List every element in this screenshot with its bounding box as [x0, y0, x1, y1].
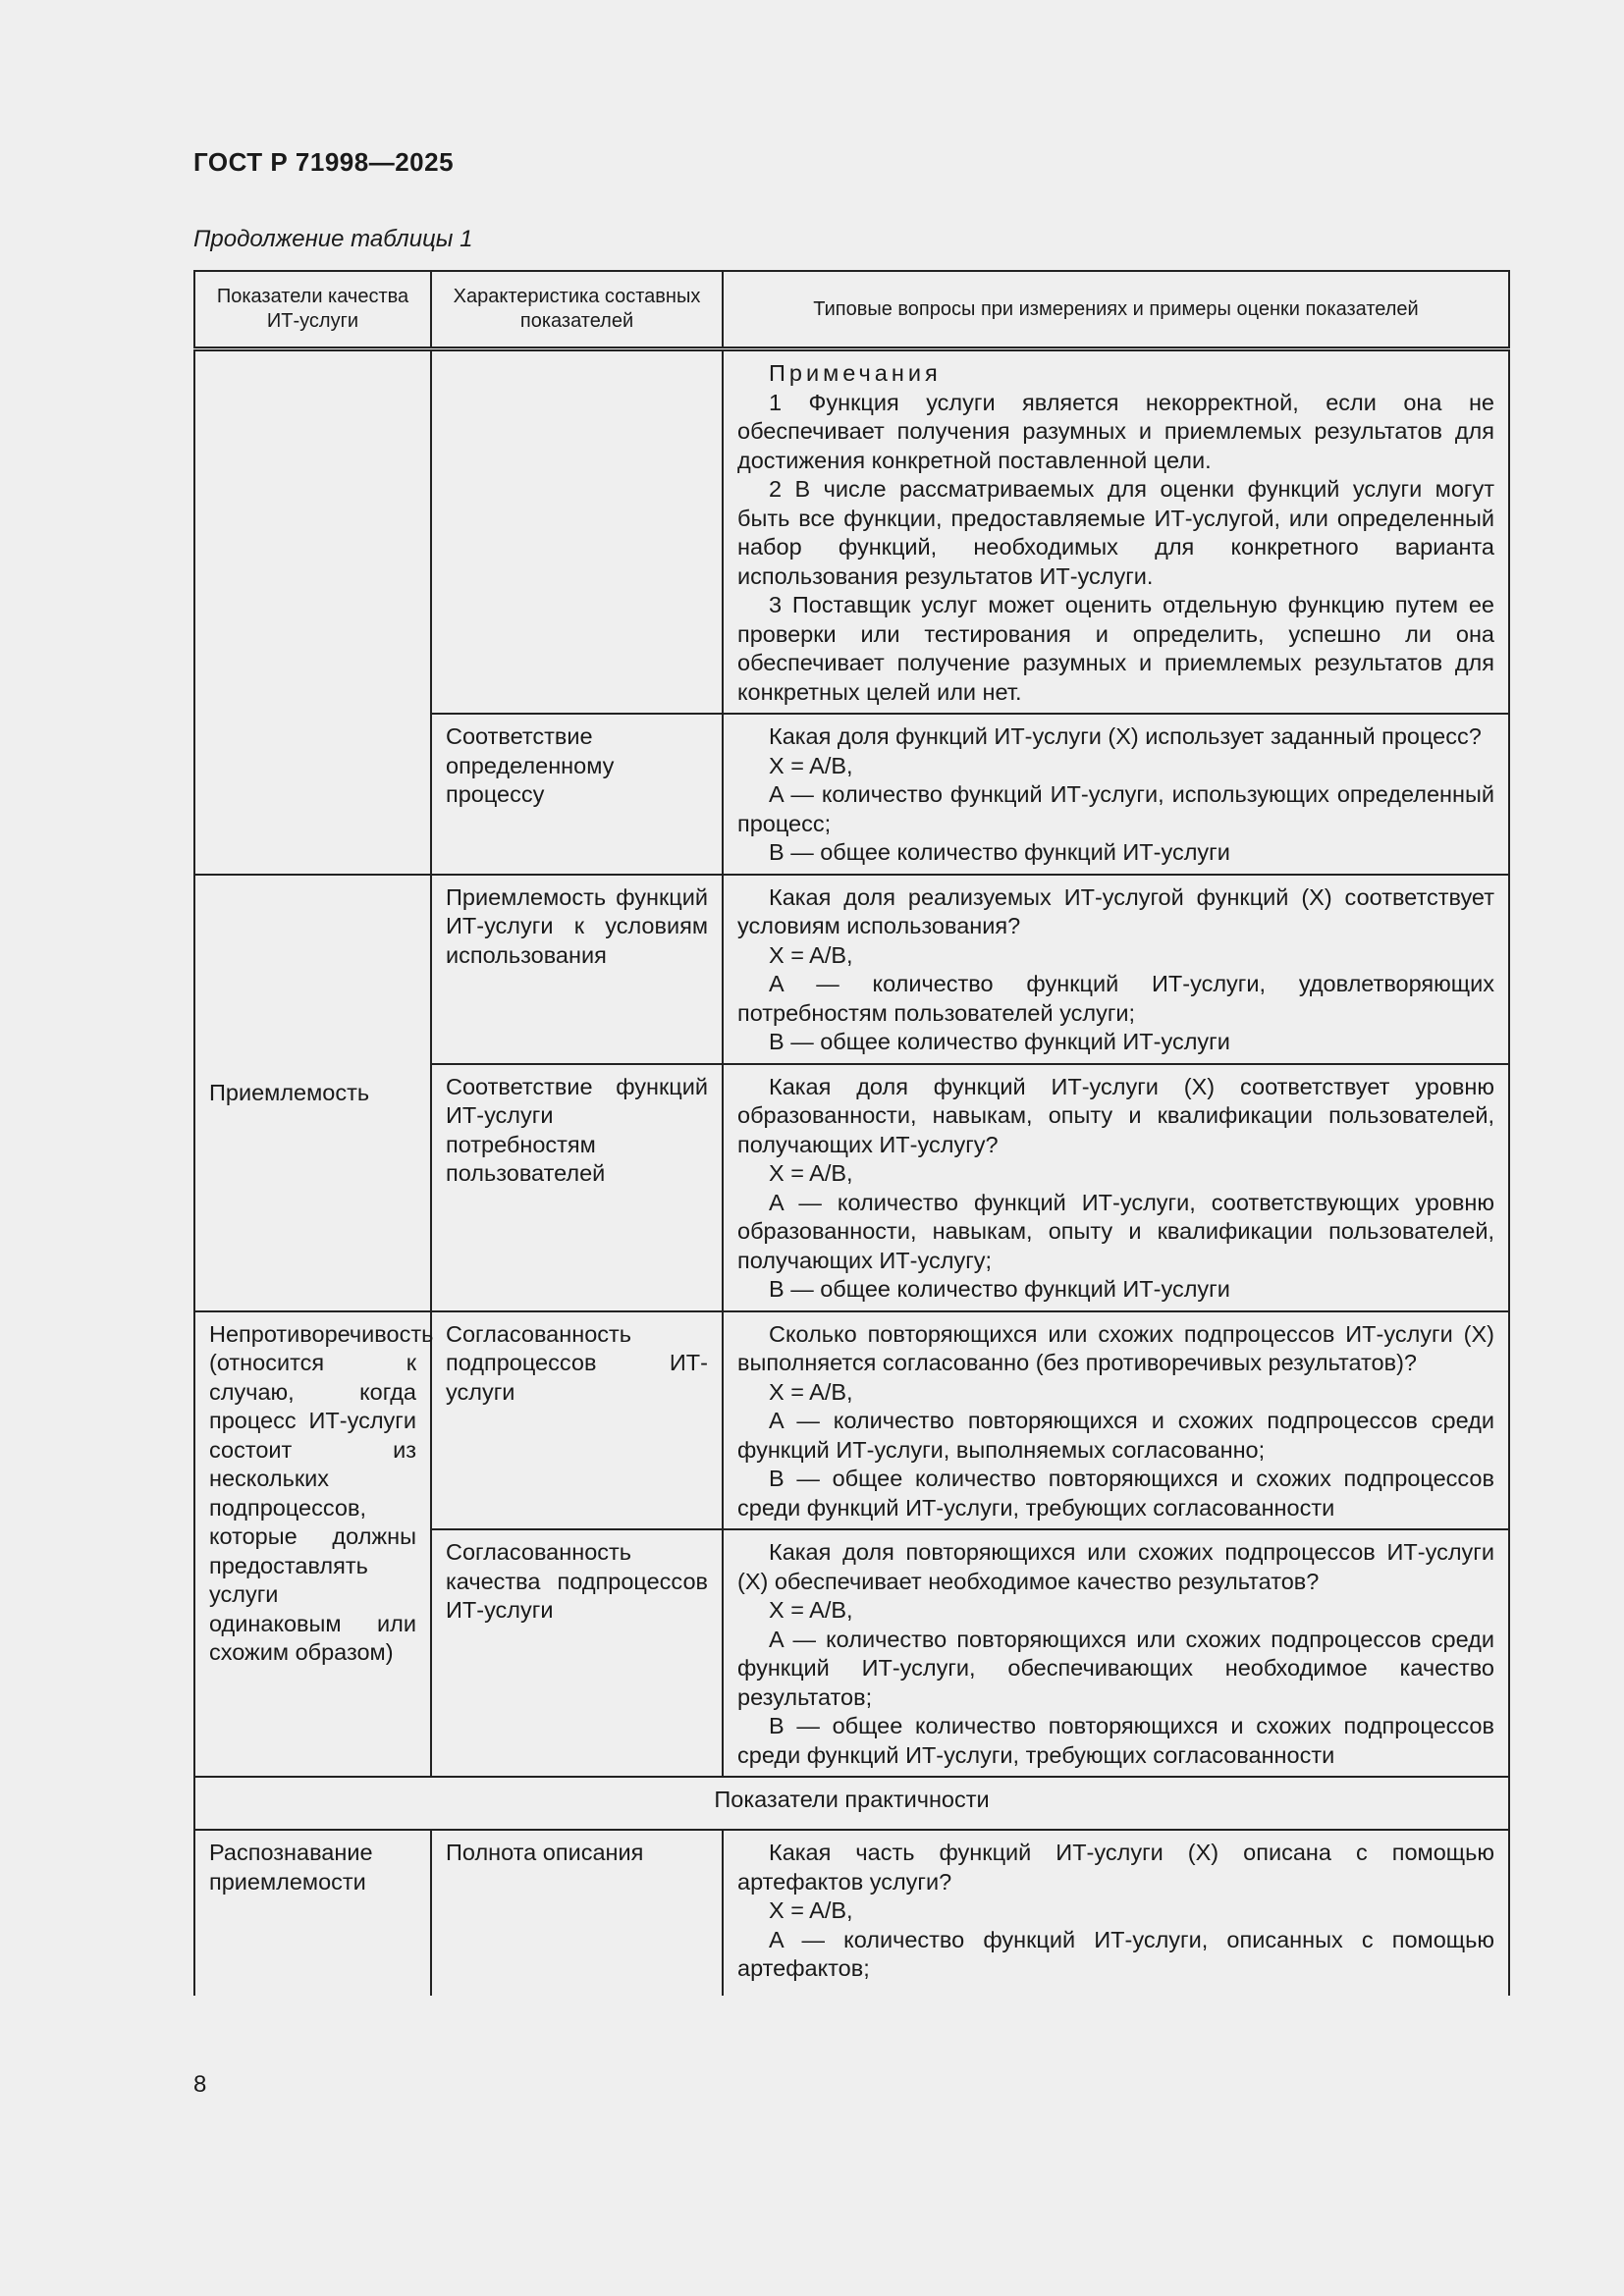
indicator-cell: Распознавание приемлемости [194, 1830, 431, 1996]
question-text: Какая доля функций ИТ-услуги (X) соответствует уровню образованности, навыкам, опыту и квалификации пользователей, получающих ИТ-услугу? [737, 1073, 1494, 1157]
table-row [194, 875, 1509, 1064]
column-header-characteristics: Характеристика составных показателей [431, 271, 723, 349]
question-cell [723, 1830, 1509, 1996]
section-heading: Показатели практичности [194, 1777, 1509, 1830]
definition-a: A — количество функций ИТ-услуги, соответствующих уровню образованности, навыкам, опыту и квалификации пользователей, получающих ИТ-услугу; [737, 1189, 1494, 1273]
formula-text: X = A/B, [769, 752, 853, 778]
definition-a: A — количество повторяющихся или схожих подпроцессов среди функций ИТ-услуги, обеспечивающих необходимое качество результатов; [737, 1626, 1494, 1710]
question-cell [723, 875, 1509, 1064]
definition-b: B — общее количество повторяющихся и схожих подпроцессов среди функций ИТ-услуги, требующих согласованности [737, 1713, 1494, 1768]
note-2: 2 В числе рассматриваемых для оценки функций услуги могут быть все функции, предоставляемые ИТ-услугой, или определенный набор функций, необходимых для конкретного варианта использования результатов ИТ-услуги. [737, 476, 1494, 589]
formula-text: X = A/B, [769, 941, 853, 968]
characteristic-cell: Соответствие функций ИТ-услуги потребностям пользователей [431, 1064, 723, 1311]
definition-b: B — общее количество функций ИТ-услуги [769, 839, 1230, 865]
characteristic-cell: Согласованность подпроцессов ИТ-услуги [431, 1311, 723, 1530]
definition-a: A — количество функций ИТ-услуги, описанных с помощью артефактов; [737, 1926, 1494, 1981]
characteristic-cell: Согласованность качества подпроцессов ИТ-услуги [431, 1529, 723, 1777]
definition-b: B — общее количество функций ИТ-услуги [769, 1276, 1230, 1302]
characteristic-cell-empty [431, 349, 723, 715]
question-text: Какая доля функций ИТ-услуги (X) использует заданный процесс? [769, 723, 1482, 749]
note-3: 3 Поставщик услуг может оценить отдельную функцию путем ее проверки или тестирования и определить, успешно ли она обеспечивает получение разумных и приемлемых результатов для конкретных целей или нет. [737, 592, 1494, 705]
definition-b: B — общее количество повторяющихся и схожих подпроцессов среди функций ИТ-услуги, требующих согласованности [737, 1466, 1494, 1521]
notes-cell [723, 349, 1509, 715]
section-row [194, 1777, 1509, 1830]
question-cell [723, 1064, 1509, 1311]
page-number: 8 [193, 2071, 207, 2098]
table-row [194, 1830, 1509, 1996]
document-header: ГОСТ Р 71998—2025 [193, 147, 455, 177]
table-caption: Продолжение таблицы 1 [193, 226, 473, 252]
formula-text: X = A/B, [769, 1597, 853, 1623]
question-text: Какая часть функций ИТ-услуги (X) описана с помощью артефактов услуги? [737, 1840, 1494, 1895]
notes-heading: Примечания [769, 360, 942, 386]
quality-indicators-table [193, 270, 1510, 1996]
column-header-questions: Типовые вопросы при измерениях и примеры оценки показателей [723, 271, 1509, 349]
question-cell [723, 714, 1509, 875]
definition-b: B — общее количество функций ИТ-услуги [769, 1029, 1230, 1054]
characteristic-cell: Полнота описания [431, 1830, 723, 1996]
table-row [194, 349, 1509, 715]
indicator-cell-continued [194, 349, 431, 875]
characteristic-cell: Соответствие определенному процессу [431, 714, 723, 875]
question-cell [723, 1529, 1509, 1777]
formula-text: X = A/B, [769, 1160, 853, 1186]
column-header-indicators: Показатели качества ИТ-услуги [194, 271, 431, 349]
definition-a: A — количество функций ИТ-услуги, удовлетворяющих потребностям пользователей услуги; [737, 971, 1494, 1026]
formula-text: X = A/B, [769, 1897, 853, 1923]
formula-text: X = A/B, [769, 1378, 853, 1405]
definition-a: A — количество повторяющихся и схожих подпроцессов среди функций ИТ-услуги, выполняемых согласованно; [737, 1408, 1494, 1463]
table-header-row [194, 271, 1509, 349]
question-text: Какая доля реализуемых ИТ-услугой функций (X) соответствует условиям использования? [737, 883, 1494, 938]
table-row [194, 1311, 1509, 1530]
question-text: Сколько повторяющихся или схожих подпроцессов ИТ-услуги (X) выполняется согласованно (без противоречивых результатов)? [737, 1320, 1494, 1375]
indicator-cell: Непротиворечивость (относится к случаю, когда процесс ИТ-услуги состоит из нескольких подпроцессов, которые должны предоставлять услуги одинаковым или схожим образом) [194, 1311, 431, 1778]
definition-a: A — количество функций ИТ-услуги, использующих определенный процесс; [737, 781, 1494, 836]
characteristic-cell: Приемлемость функций ИТ-услуги к условиям использования [431, 875, 723, 1064]
question-text: Какая доля повторяющихся или схожих подпроцессов ИТ-услуги (X) обеспечивает необходимое качество результатов? [737, 1539, 1494, 1594]
indicator-cell: Приемлемость [194, 875, 431, 1311]
note-1: 1 Функция услуги является некорректной, если она не обеспечивает получения разумных и приемлемых результатов для достижения конкретной поставленной цели. [737, 389, 1494, 473]
question-cell [723, 1311, 1509, 1530]
